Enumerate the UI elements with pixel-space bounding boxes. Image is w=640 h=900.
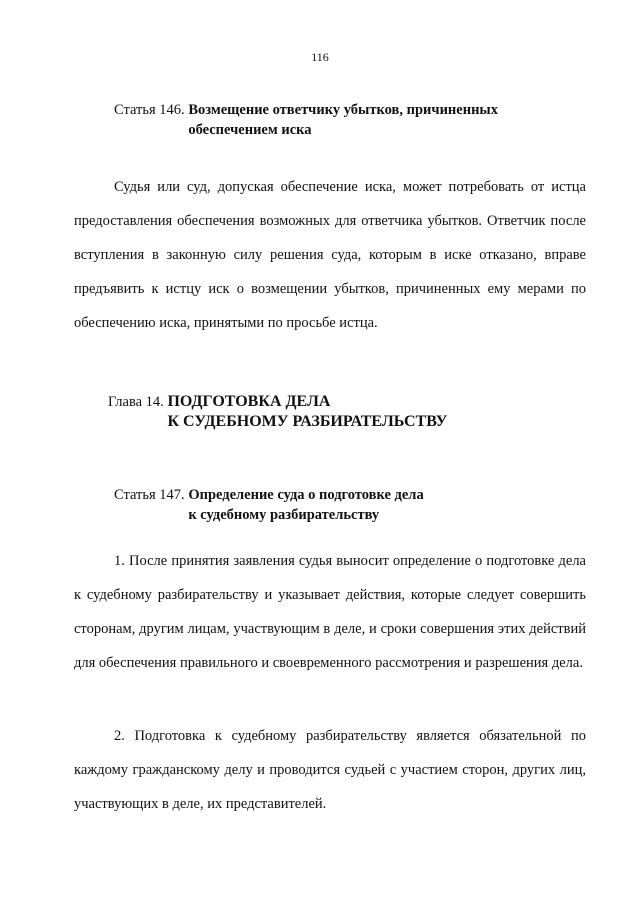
article-147-title-line-2: к судебному разбирательству xyxy=(188,507,380,523)
chapter-14-title xyxy=(167,392,447,432)
article-146-title-line-2: обеспечением иска xyxy=(188,122,312,138)
article-147-label: Статья 147. xyxy=(114,487,189,503)
article-146-label: Статья 146. xyxy=(114,102,189,118)
article-147-title-line-1: Определение суда о подготовке дела xyxy=(188,487,424,503)
article-146-paragraph: Судья или суд, допуская обеспечение иска, может потребовать от истца предоставления обеспечения возможных для ответчика убытков. Ответчик после вступления в законную силу решения суда, которым в иске отказано, вправе предъявить к истцу иск о возмещении убытков, причиненных ему мерами по обеспечению иска, принятыми по просьбе истца. xyxy=(74,179,586,331)
article-147-heading xyxy=(114,485,424,525)
article-146-title xyxy=(188,100,498,140)
article-146-title-line-1: Возмещение ответчику убытков, причиненных xyxy=(188,102,499,118)
article-146-heading xyxy=(114,100,498,140)
chapter-14-title-line-2: К СУДЕБНОМУ РАЗБИРАТЕЛЬСТВУ xyxy=(167,413,448,430)
chapter-14-label: Глава 14. xyxy=(108,394,168,410)
article-147-paragraph-2: 2. Подготовка к судебному разбирательству является обязательной по каждому гражданскому делу и проводится судьей с участием сторон, других лиц, участвующих в деле, их представителей. xyxy=(74,728,586,812)
article-147-title xyxy=(188,485,423,525)
page-number: 116 xyxy=(311,50,329,64)
article-147-paragraph-1: 1. После принятия заявления судья выносит определение о подготовке дела к судебному разбирательству и указывает действия, которые следует совершить сторонам, другим лицам, участвующим в деле, и сроки совершения этих действий для обеспечения правильного и своевременного рассмотрения и разрешения дела. xyxy=(74,553,586,671)
chapter-14-heading xyxy=(108,392,447,432)
chapter-14-title-line-1: ПОДГОТОВКА ДЕЛА xyxy=(167,393,331,410)
